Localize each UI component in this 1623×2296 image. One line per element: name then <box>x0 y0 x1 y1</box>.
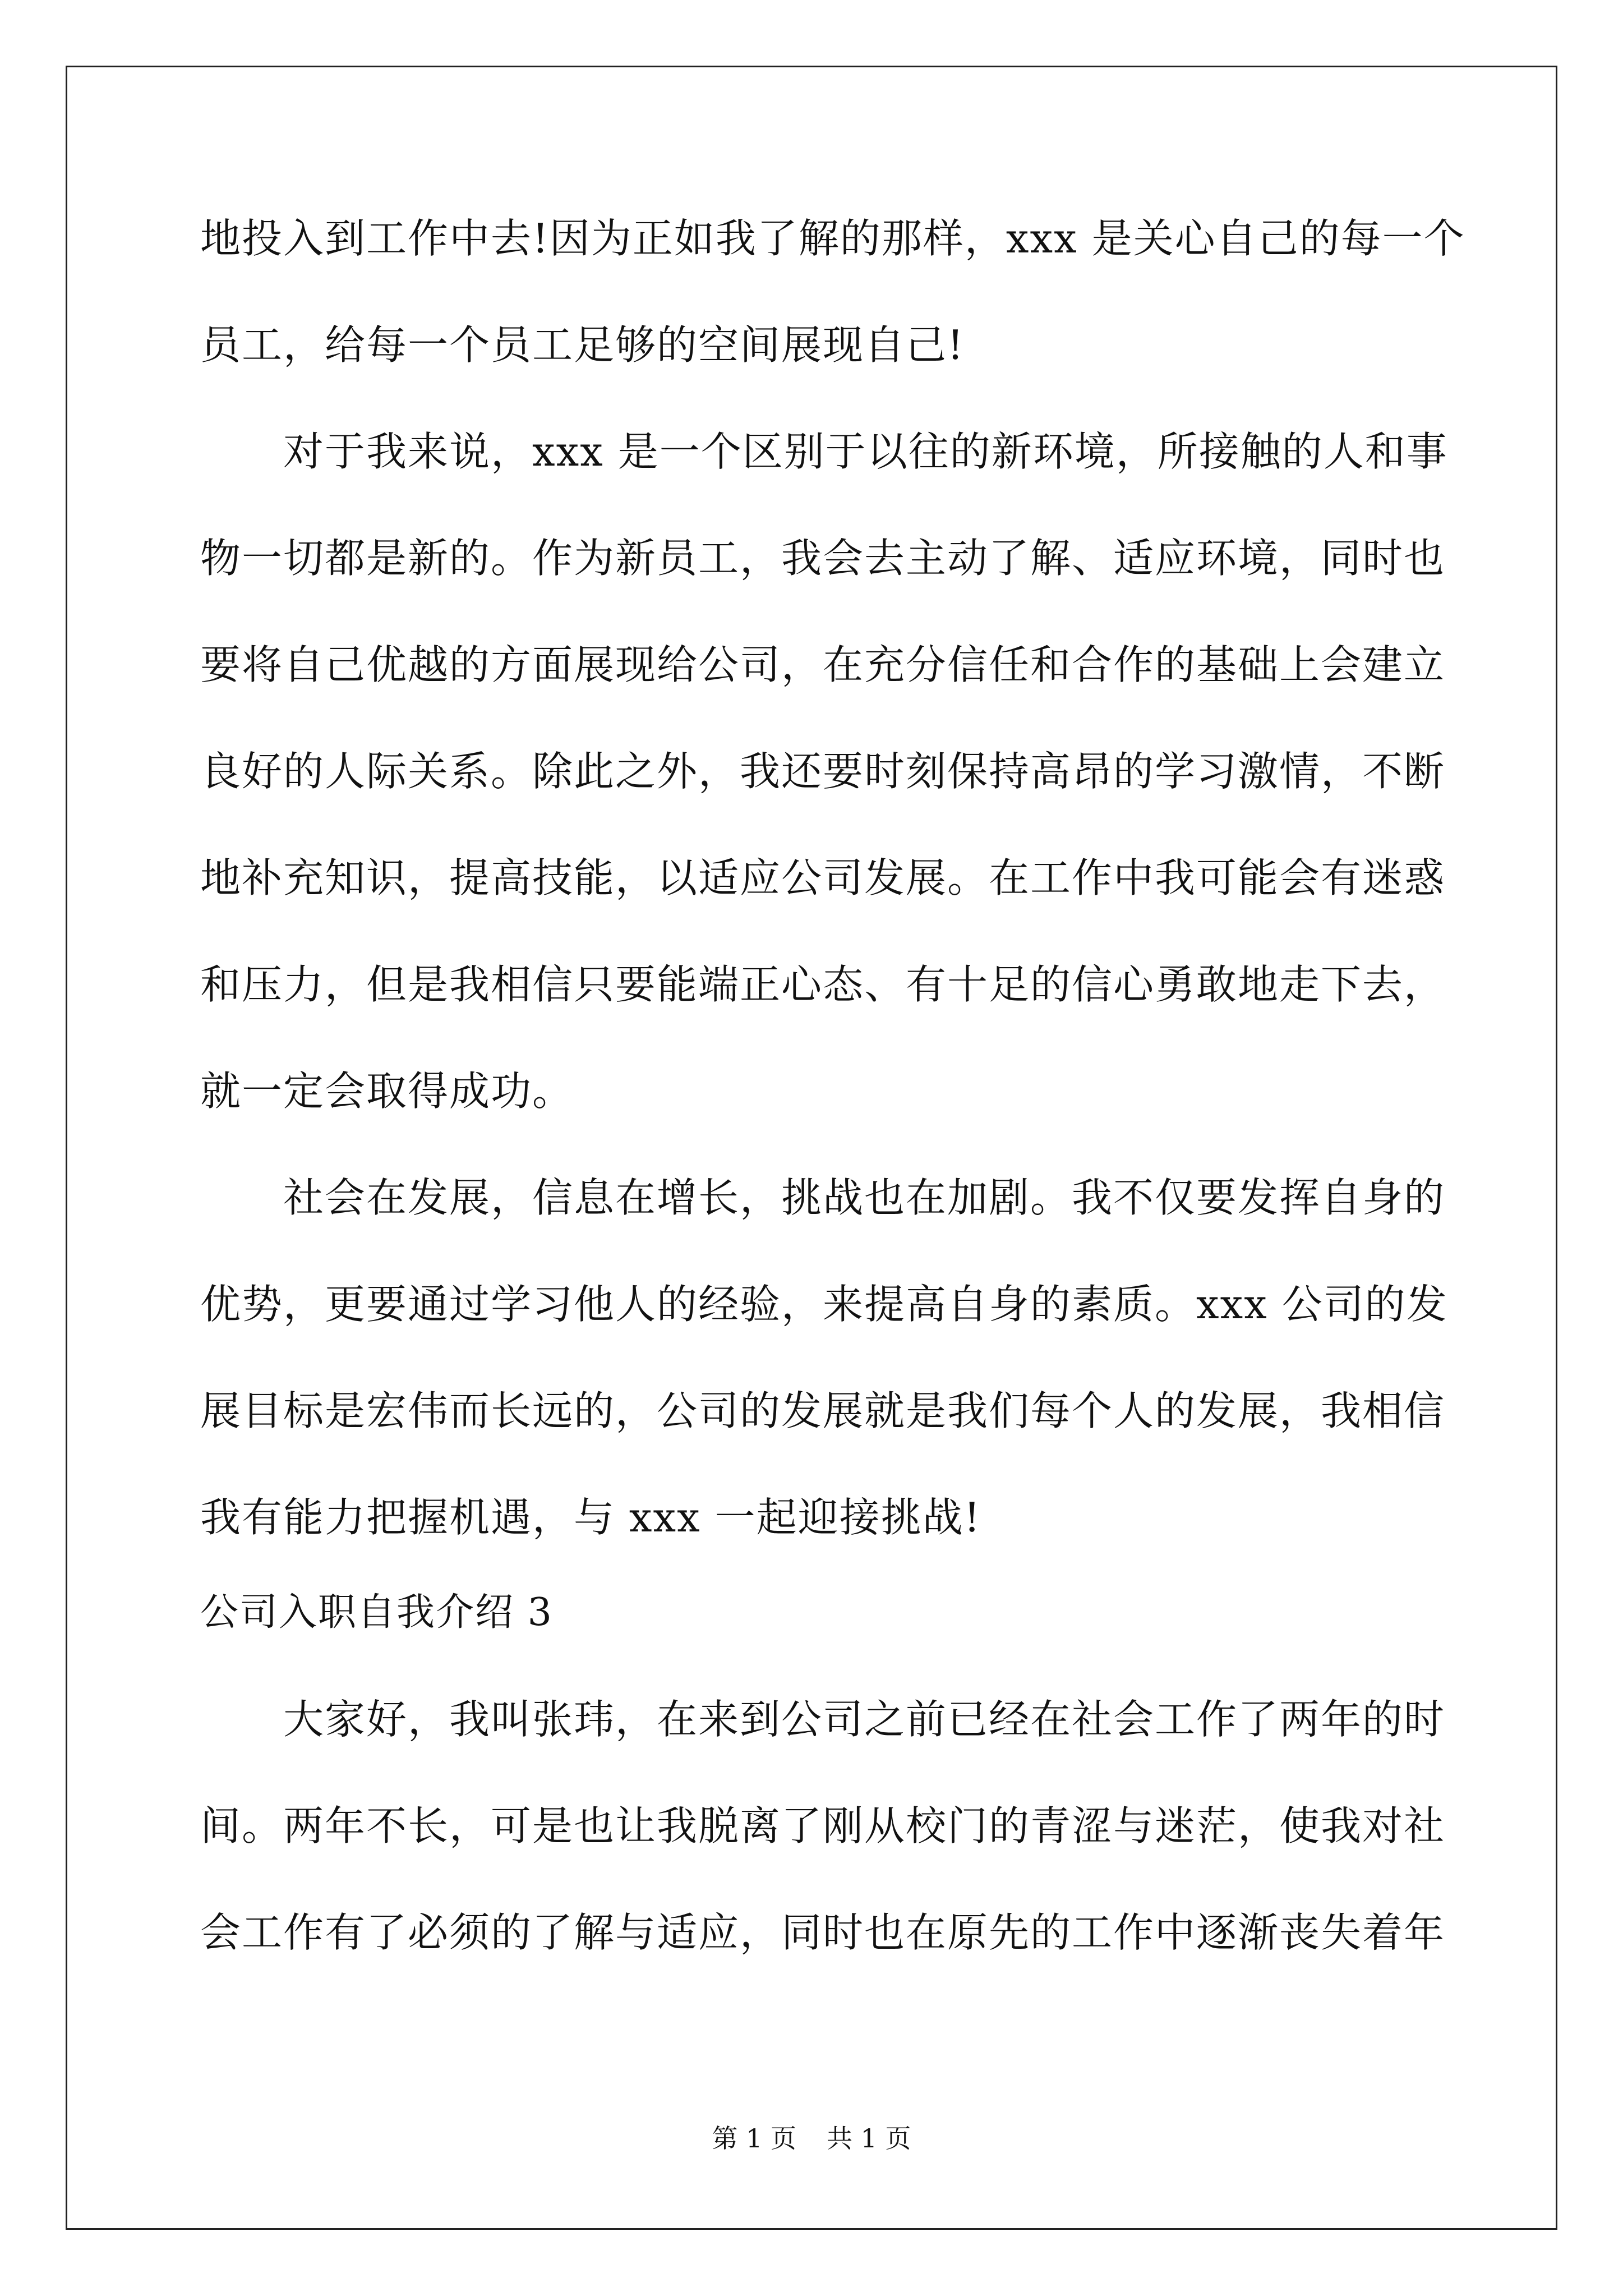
text-line: 物一切都是新的。作为新员工，我会去主动了解、适应环境，同时也 <box>200 535 1446 582</box>
text-line: 对于我来说，xxx 是一个区别于以往的新环境，所接触的人和事 <box>200 428 1448 475</box>
text-line: 间。两年不长，可是也让我脱离了刚从校门的青涩与迷茫，使我对社 <box>200 1802 1446 1849</box>
page-border <box>66 66 1557 2230</box>
page-total: 共 1 页 <box>827 2123 911 2154</box>
text-line: 我有能力把握机遇，与 xxx 一起迎接挑战! <box>200 1494 981 1541</box>
text-line: 展目标是宏伟而长远的，公司的发展就是我们每个人的发展，我相信 <box>200 1387 1446 1434</box>
text-line: 会工作有了必须的了解与适应，同时也在原先的工作中逐渐丧失着年 <box>200 1909 1446 1956</box>
text-line: 地投入到工作中去!因为正如我了解的那样，xxx 是关心自己的每一个 <box>200 215 1465 262</box>
page-number: 第 1 页 <box>712 2123 796 2154</box>
text-line: 员工，给每一个员工足够的空间展现自己! <box>200 321 965 369</box>
text-line: 优势，更要通过学习他人的经验，来提高自身的素质。xxx 公司的发 <box>200 1281 1448 1328</box>
text-line: 要将自己优越的方面展现给公司，在充分信任和合作的基础上会建立 <box>200 641 1446 688</box>
text-line: 和压力，但是我相信只要能端正心态、有十足的信心勇敢地走下去， <box>200 961 1446 1008</box>
text-line: 社会在发展，信息在增长，挑战也在加剧。我不仅要发挥自身的 <box>200 1174 1446 1221</box>
page-footer <box>0 2122 1623 2155</box>
text-line: 地补充知识，提高技能，以适应公司发展。在工作中我可能会有迷惑 <box>200 854 1446 901</box>
section-heading: 公司入职自我介绍 3 <box>200 1590 553 1635</box>
text-line: 大家好，我叫张玮，在来到公司之前已经在社会工作了两年的时 <box>200 1696 1446 1743</box>
text-line: 就一定会取得成功。 <box>200 1068 574 1115</box>
text-line: 良好的人际关系。除此之外，我还要时刻保持高昂的学习激情，不断 <box>200 748 1446 795</box>
